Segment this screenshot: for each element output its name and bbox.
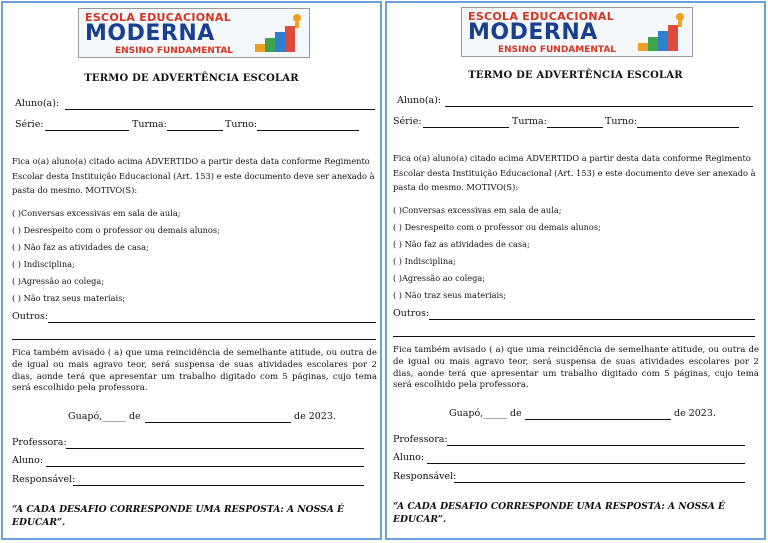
warning-form-right [385, 1, 766, 540]
intro-line-1: Fica o(a) aluno(a) citado acima ADVERTIDO a partir desta data conforme Regimento [393, 153, 751, 163]
serie-field[interactable] [45, 130, 129, 131]
turno-label: Turno: [225, 119, 258, 130]
stairs-figure-icon [253, 12, 305, 54]
turno-label: Turno: [605, 116, 638, 127]
turma-field[interactable] [167, 130, 223, 131]
year-label: de 2023. [294, 411, 336, 422]
professora-label: Professora: [12, 437, 67, 448]
intro-text [12, 154, 380, 198]
aluno-label: Aluno(a): [397, 95, 442, 106]
reason-item[interactable]: ( ) Não traz seus materiais; [393, 290, 507, 300]
turno-field[interactable] [637, 127, 739, 128]
intro-text [393, 151, 761, 195]
turma-field[interactable] [547, 127, 603, 128]
logo-line-2: MODERNA [85, 21, 215, 46]
professora-field[interactable] [66, 448, 364, 449]
reason-item[interactable]: ( ) Desrespeito com o professor ou demais alunos; [393, 222, 601, 232]
reason-item[interactable]: ( ) Desrespeito com o professor ou demais alunos; [12, 225, 220, 235]
responsavel-label: Responsável: [393, 471, 457, 482]
intro-line-3: pasta do mesmo. MOTIVO(S): [393, 182, 519, 192]
stairs-figure-icon [636, 11, 688, 53]
responsavel-field[interactable] [454, 482, 745, 483]
outros-field[interactable] [48, 322, 376, 323]
reason-item[interactable]: ( ) Indisciplina; [12, 259, 75, 269]
form-title: TERMO DE ADVERTÊNCIA ESCOLAR [84, 73, 299, 84]
outros-field-line-2[interactable] [12, 339, 376, 340]
logo-line-1: ESCOLA EDUCACIONAL [85, 11, 232, 24]
city-date-label: Guapó,_____ de [68, 411, 141, 422]
reason-item[interactable]: ( ) Não traz seus materiais; [12, 293, 126, 303]
reason-item[interactable]: ( ) Não faz as atividades de casa; [12, 242, 149, 252]
warning-text: Fica também avisado ( a) que uma reincidência de semelhante atitude, ou outra de de igual ou mais agravo teor, será suspensa de suas atividades escolares por 2 dias, aonde terá que apresentar um trabalho digitado com 5 páginas, cujo tema será escolhido pela professora. [393, 345, 759, 391]
turma-label: Turma: [132, 119, 167, 130]
logo-line-3: ENSINO FUNDAMENTAL [115, 46, 234, 56]
outros-label: Outros: [12, 311, 49, 322]
aluno-signature-field[interactable] [427, 463, 745, 464]
aluno-field[interactable] [65, 109, 375, 110]
form-title: TERMO DE ADVERTÊNCIA ESCOLAR [468, 70, 683, 81]
logo-line-1: ESCOLA EDUCACIONAL [468, 10, 615, 23]
intro-line-2: Escolar desta Instituição Educacional (Art. 153) e este documento deve ser anexado à [12, 170, 375, 181]
responsavel-field[interactable] [73, 485, 364, 486]
serie-field[interactable] [423, 127, 509, 128]
warning-form-left [1, 1, 382, 540]
month-field[interactable] [525, 419, 671, 420]
outros-field[interactable] [429, 319, 755, 320]
school-logo [461, 7, 693, 57]
professora-field[interactable] [447, 445, 745, 446]
reason-item[interactable]: ( )Conversas excessivas em sala de aula; [12, 208, 181, 218]
aluno-signature-label: Aluno: [393, 452, 425, 463]
warning-text: Fica também avisado ( a) que uma reincidência de semelhante atitude, ou outra de de igual ou mais agravo teor, será suspensa de suas atividades escolares por 2 dias, aonde terá que apresentar um trabalho digitado com 5 páginas, cujo tema será escolhido pela professora. [12, 348, 377, 394]
year-label: de 2023. [674, 408, 716, 419]
turno-field[interactable] [257, 130, 359, 131]
school-motto: “A CADA DESAFIO CORRESPONDE UMA RESPOSTA: A NOSSA É EDUCAR”. [393, 501, 726, 525]
city-date-label: Guapó,_____ de [449, 408, 522, 419]
logo-line-2: MODERNA [468, 20, 598, 45]
outros-label: Outros: [393, 308, 430, 319]
reason-item[interactable]: ( )Agressão ao colega; [393, 273, 485, 283]
outros-field-line-2[interactable] [393, 336, 755, 337]
serie-label: Série: [393, 116, 422, 127]
aluno-field[interactable] [445, 106, 753, 107]
aluno-label: Aluno(a): [15, 98, 60, 109]
reason-item[interactable]: ( )Conversas excessivas em sala de aula; [393, 205, 562, 215]
reason-item[interactable]: ( ) Não faz as atividades de casa; [393, 239, 530, 249]
aluno-signature-label: Aluno: [12, 455, 44, 466]
responsavel-label: Responsável: [12, 474, 76, 485]
logo-line-3: ENSINO FUNDAMENTAL [498, 45, 617, 55]
school-motto: “A CADA DESAFIO CORRESPONDE UMA RESPOSTA: A NOSSA É EDUCAR”. [12, 504, 345, 528]
intro-line-1: Fica o(a) aluno(a) citado acima ADVERTIDO a partir desta data conforme Regimento [12, 156, 370, 166]
professora-label: Professora: [393, 434, 448, 445]
school-logo [78, 8, 310, 58]
month-field[interactable] [145, 422, 291, 423]
serie-label: Série: [15, 119, 44, 130]
intro-line-2: Escolar desta Instituição Educacional (Art. 153) e este documento deve ser anexado à [393, 167, 756, 178]
intro-line-3: pasta do mesmo. MOTIVO(S): [12, 185, 138, 195]
turma-label: Turma: [512, 116, 547, 127]
aluno-signature-field[interactable] [46, 466, 364, 467]
reason-item[interactable]: ( )Agressão ao colega; [12, 276, 104, 286]
reason-item[interactable]: ( ) Indisciplina; [393, 256, 456, 266]
